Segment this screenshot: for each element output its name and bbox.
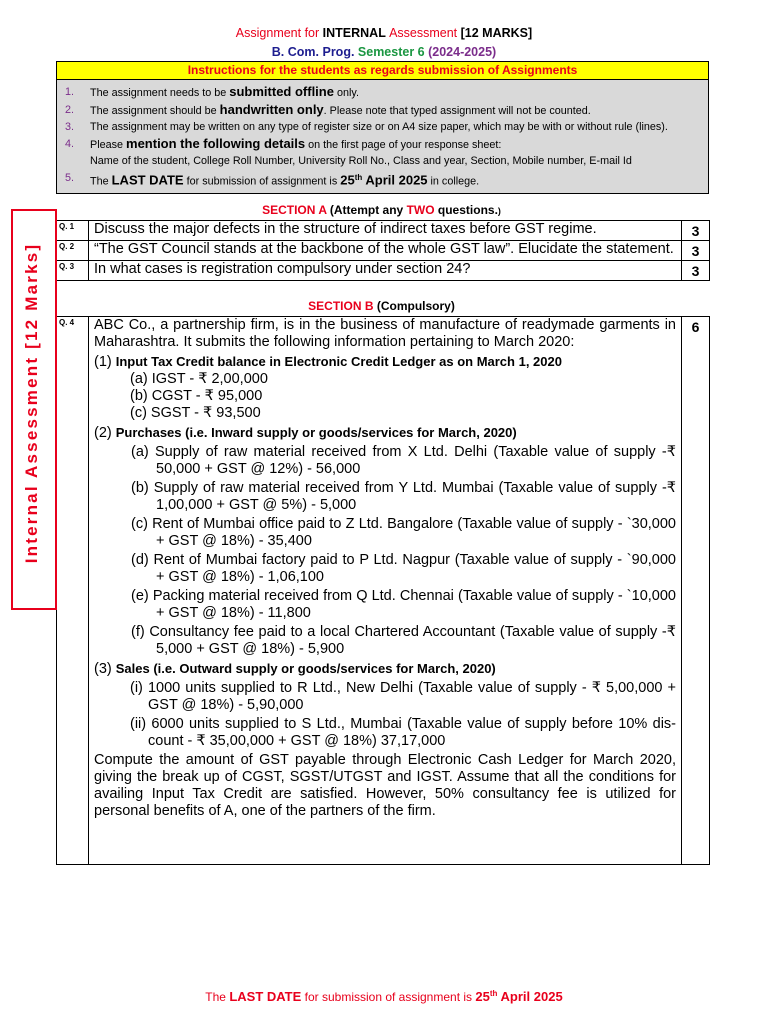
list-item: (c) SGST - ₹ 93,500 (130, 405, 261, 421)
question-number: Q. 1 (57, 221, 89, 241)
list-item: (i) 1000 units supplied to R Ltd., New Delhi (Taxable value of supply - ₹ 5,00,000 + GST @ 18%) - 5,90,000 (130, 680, 676, 713)
instructions-box (56, 61, 709, 194)
question-intro: ABC Co., a partnership firm, is in the business of manufacture of readymade garments in Maharashtra. It submits the following information pertaining to March 2020: (94, 317, 676, 350)
question-text (89, 317, 682, 865)
table-row (57, 221, 710, 241)
question-text: “The GST Council stands at the backbone of the whole GST law”. Elucidate the statement. (89, 241, 682, 261)
part-1-heading: (1) Input Tax Credit balance in Electronic Credit Ledger as on March 1, 2020 (94, 354, 562, 370)
list-item: (c) Rent of Mumbai office paid to Z Ltd. Bangalore (Taxable value of supply - `30,000 + GST @ 18%) - 35,400 (131, 516, 676, 549)
question-marks: 3 (682, 261, 710, 281)
side-label: Internal Assessment [12 Marks] (22, 242, 41, 564)
part-2-heading: (2) Purchases (i.e. Inward supply or goods/services for March, 2020) (94, 425, 517, 441)
list-item: (d) Rent of Mumbai factory paid to P Ltd. Nagpur (Taxable value of supply - `90,000 + GST @ 18%) - 1,06,100 (131, 552, 676, 585)
section-b-table (56, 316, 710, 865)
part-3-heading: (3) Sales (i.e. Outward supply or goods/services for March, 2020) (94, 661, 496, 677)
list-item: (a) IGST - ₹ 2,00,000 (130, 371, 268, 387)
footer-last-date: The LAST DATE for submission of assignment is 25th April 2025 (205, 989, 563, 1004)
instruction-item: 4. Please mention the following details on the first page of your response sheet: Name of the student, College Roll Number, University Roll No., Class and year, Section, Mobile number, E-mail Id (65, 135, 632, 167)
instruction-item: 1. The assignment needs to be submitted offline only. (65, 84, 359, 99)
instructions-list (57, 80, 708, 193)
instruction-item: 2. The assignment should be handwritten only. Please note that typed assignment will not be counted. (65, 101, 591, 117)
list-item: (ii) 6000 units supplied to S Ltd., Mumbai (Taxable value of supply before 10% dis-count - ₹ 35,00,000 + GST @ 18%) 37,17,000 (130, 716, 676, 749)
question-marks: 3 (682, 241, 710, 261)
table-row (57, 241, 710, 261)
assignment-title: Assignment for INTERNAL Assessment [12 MARKS] (235, 26, 533, 40)
question-text: Discuss the major defects in the structure of indirect taxes before GST regime. (89, 221, 682, 241)
section-b-heading: SECTION B (Compulsory) (308, 299, 455, 313)
section-a-table (56, 220, 710, 281)
question-number: Q. 2 (57, 241, 89, 261)
question-marks: 6 (682, 317, 710, 865)
list-item: (b) CGST - ₹ 95,000 (130, 388, 263, 404)
instruction-item: 3. The assignment may be written on any type of register size or on A4 size paper, which may be with or without rule (lines). (65, 121, 668, 133)
list-item: (a) Supply of raw material received from X Ltd. Delhi (Taxable value of supply -₹ 50,000 + GST @ 12%) - 56,000 (131, 444, 676, 477)
question-number: Q. 3 (57, 261, 89, 281)
table-row (57, 317, 710, 865)
question-number: Q. 4 (57, 317, 89, 865)
question-text: In what cases is registration compulsory under section 24? (89, 261, 682, 281)
list-item: (e) Packing material received from Q Ltd. Chennai (Taxable value of supply - `10,000 + GST @ 18%) - 11,800 (131, 588, 676, 621)
course-subtitle: B. Com. Prog. Semester 6 (2024-2025) (271, 45, 497, 59)
list-item: (b) Supply of raw material received from Y Ltd. Mumbai (Taxable value of supply -₹ 1,00,000 + GST @ 5%) - 5,000 (131, 480, 676, 513)
table-row (57, 261, 710, 281)
question-closing: Compute the amount of GST payable through Electronic Cash Ledger for March 2020, giving the break up of CGST, SGST/UTGST and IGST. Assume that all the conditions for availing Input Tax Credit are satisfied. However, 50% consultancy fee is utilized for personal benefits of A, one of the partners of the firm. (94, 752, 676, 819)
instructions-title: Instructions for the students as regards submission of Assignments (57, 62, 708, 80)
question-marks: 3 (682, 221, 710, 241)
instruction-item: 5. The LAST DATE for submission of assignment is 25th April 2025 in college. (65, 171, 480, 188)
section-a-heading: SECTION A (Attempt any TWO questions.) (262, 203, 501, 217)
list-item: (f) Consultancy fee paid to a local Chartered Accountant (Taxable value of supply -₹ 5,000 + GST @ 18%) - 5,900 (131, 624, 676, 657)
